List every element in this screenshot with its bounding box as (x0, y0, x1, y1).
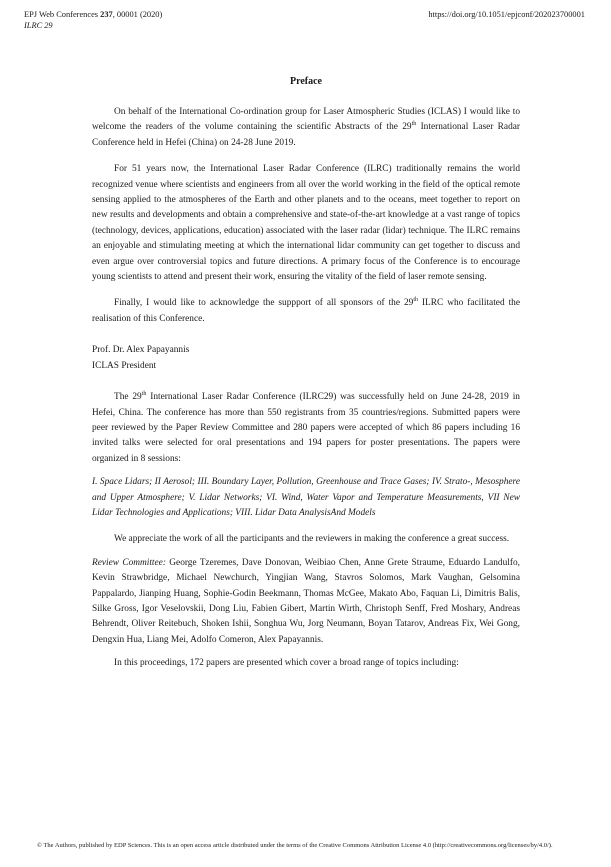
page-body (92, 76, 520, 672)
appreciation-paragraph: We appreciate the work of all the participants and the reviewers in making the conference a great success. (114, 534, 510, 545)
conference-summary-paragraph (92, 390, 520, 467)
history-paragraph: For 51 years now, the International Laser Radar Conference (ILRC) traditionally remains the world recognized venue where scientists and engineers from all over the world working in the field of the optical remote sensing applied to the atmospheres of the Earth and other planets and to the oceans, meet together to report on new results and developments and obtain a comprehensive and state-of-the-art knowledge at a vast range of topics (technology, devices, applications, education) associated with the laser radar (lidar) technique. The ILRC remains an enjoyable and stimulating meeting at which the international lidar community can get together to discuss and even argue over controversial topics and future directions. A primary focus of the Conference is to encourage young scientists to attend and present their work, ensuring the vitality of the field of laser remote sensing. (92, 164, 520, 283)
page-title: Preface (289, 76, 322, 87)
summary-text-b: International Laser Radar Conference (ILRC29) was successfully held on June 24-28, 2019 in Hefei, China. The conference has more than 550 registrants from 35 countries/regions. Submitted papers were peer reviewed by the Paper Review Committee and 280 papers were accepted of which 86 papers including 16 invited talks were selected for oral presentations and 194 papers for poster presentations. The papers were organized in 8 sessions: (92, 392, 520, 464)
running-header-left (24, 9, 162, 31)
acknowledgement-paragraph (92, 296, 520, 327)
ack-text-b: ILRC who facilitated the realisation of this Conference. (92, 298, 520, 324)
review-committee-label: Review Committee: (92, 557, 166, 568)
journal-prefix: EPJ Web Conferences (24, 10, 101, 19)
article-info: , 00001 (2020) (112, 10, 163, 19)
summary-ordinal-sup: th (141, 390, 147, 397)
review-committee-members: George Tzeremes, Dave Donovan, Weibiao Chen, Anne Grete Straume, Eduardo Landulfo, Kevin Strawbridge, Michael Newchurch, Yingjian Wang, Stavros Solomos, Mark Vaughan, Gelsomina Pappalardo, Jianping Huang, Sophie-Godin Beekmann, Thomas McGee, Makato Abo, Faquan Li, Dimitris Balis, Silke Gross, Igor Veselovskii, Dong Liu, Fabien Gibert, Martin Wirth, Christoph Senff, Fred Moshary, Andreas Behrendt, Oliver Reitebuch, Shoken Ishii, Songhua Wu, Jorg Neumann, Boyan Tatarov, Andreas Fix, Wei Gong, Dengxin Hua, Liang Mei, Adolfo Comeron, Alex Papayannis. (92, 557, 520, 645)
signature-role: ICLAS President (92, 360, 157, 371)
summary-text-a: The 29 (114, 392, 142, 403)
doi-link[interactable]: https://doi.org/10.1051/epjconf/202023700001 (428, 10, 585, 19)
sessions-list: I. Space Lidars; II Aerosol; III. Boundary Layer, Pollution, Greenhouse and Trace Gases; IV. Strato-, Mesosphere and Upper Atmosphere; V. Lidar Networks; VI. Wind, Water Vapor and Temperature Measurements, VII New Lidar Technologies and Applications; VIII. Lidar Data AnalysisAnd Models (92, 477, 520, 518)
ack-text-a: Finally, I would like to acknowledge the suppport of all sponsors of the 29 (114, 298, 414, 309)
welcome-text-a: On behalf of the International Co-ordination group for Laser Atmospheric Studies (ICLAS) I would like to welcome the readers of the volume containing the scientific Abstracts of the 29 (92, 107, 520, 133)
signature-name: Prof. Dr. Alex Papayannis (92, 345, 190, 356)
license-footer: © The Authors, published by EDP Sciences. This is an open access article distributed under the terms of the Creative Commons Attribution License 4.0 (http://creativecommons.org/licenses/by/4.0/). (37, 842, 553, 849)
conference-label: ILRC 29 (24, 21, 53, 30)
welcome-ordinal-sup: th (411, 121, 417, 128)
ack-ordinal-sup: th (413, 297, 418, 304)
proceedings-paragraph: In this proceedings, 172 papers are presented which cover a broad range of topics including: (114, 658, 459, 669)
journal-citation (24, 9, 162, 20)
volume-number: 237 (100, 10, 113, 19)
welcome-paragraph (92, 105, 520, 151)
review-committee-paragraph (92, 556, 520, 648)
welcome-text-b: International Laser Radar Conference held in Hefei (China) on 24-28 June 2019. (92, 122, 520, 148)
